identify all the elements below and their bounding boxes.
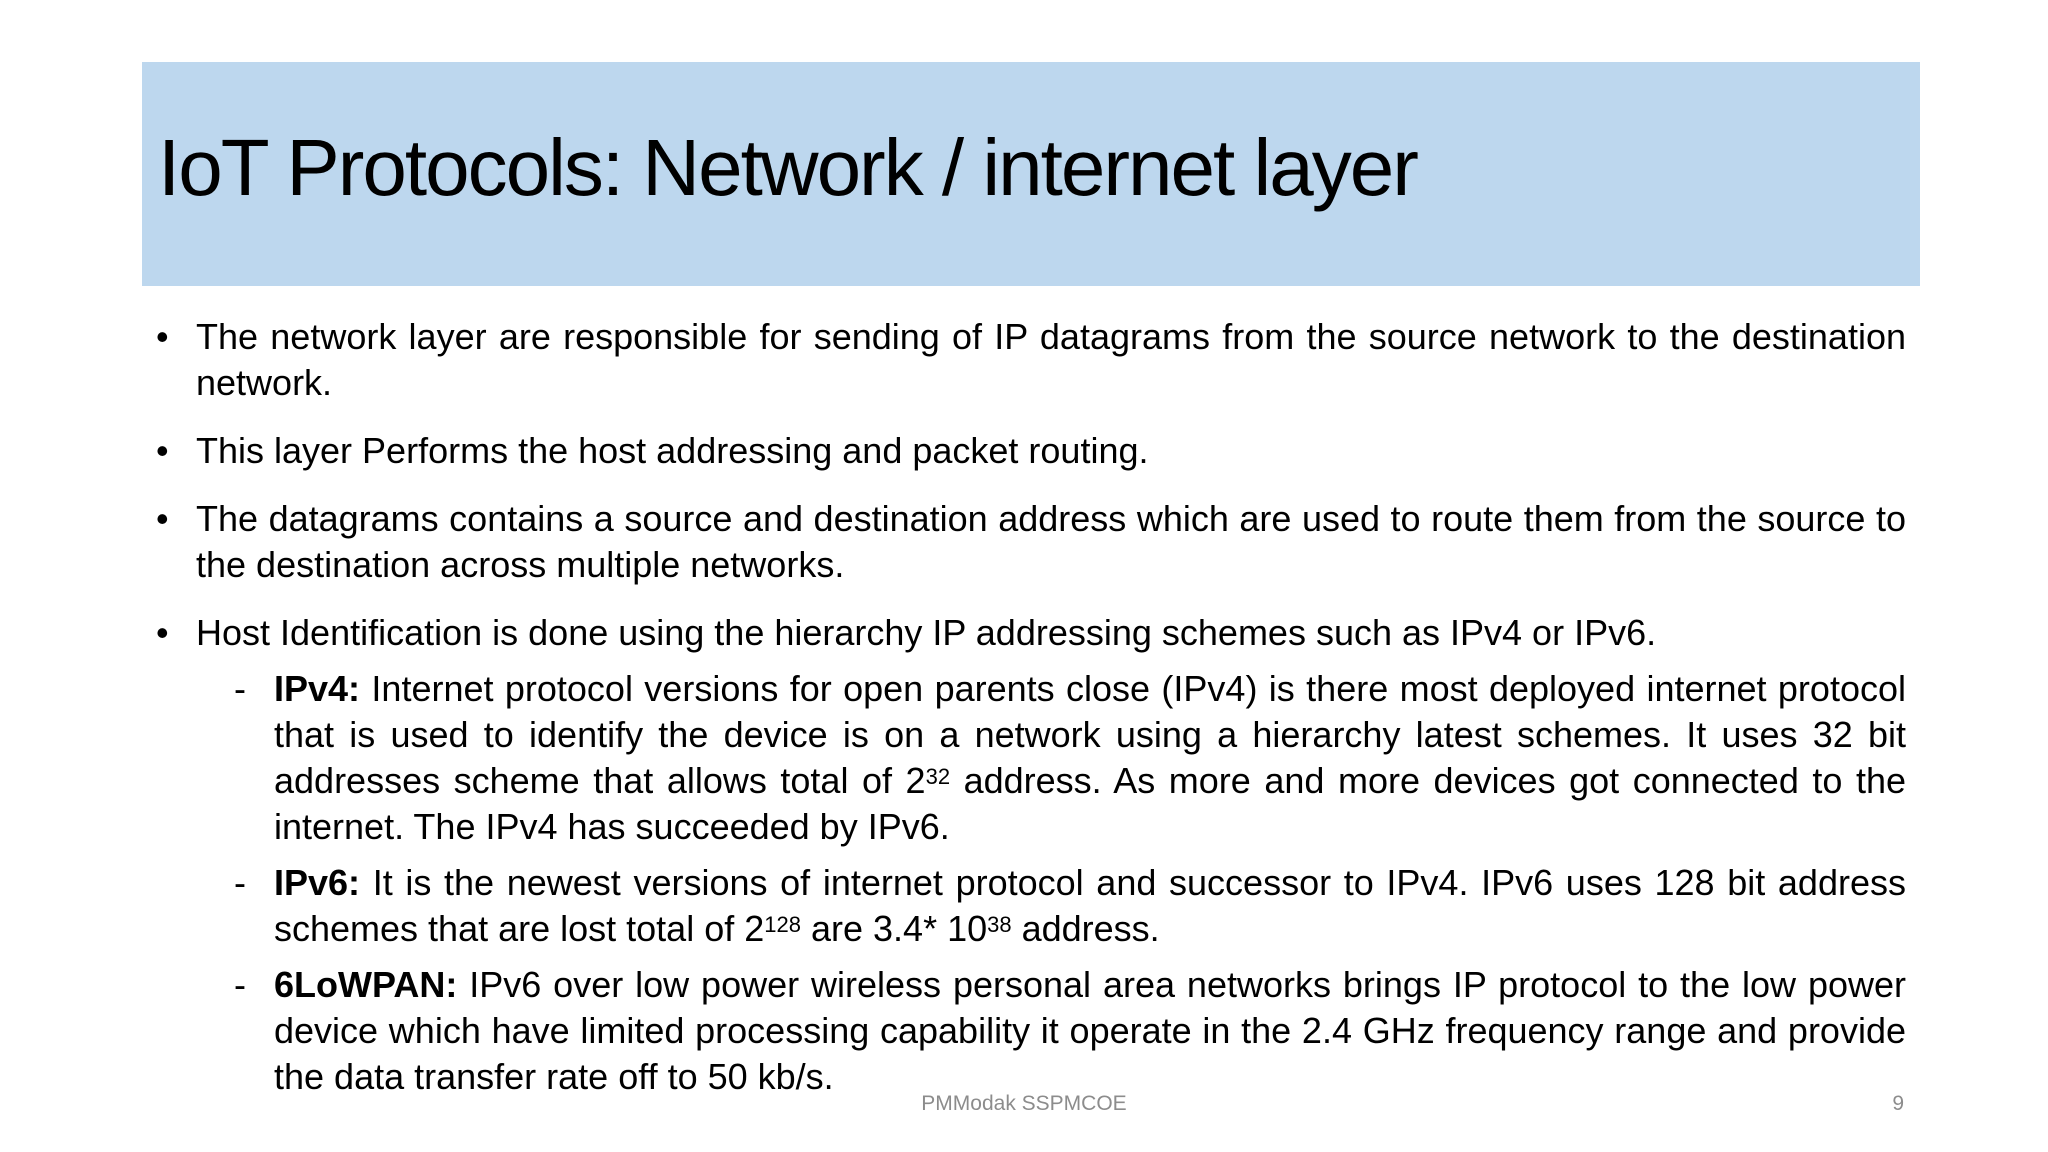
sub-list: [150, 666, 1906, 1100]
sub-item-text: It is the newest versions of internet protocol and successor to IPv4. IPv6 uses 128 bit address schemes that are lost total of 2: [274, 862, 1906, 949]
slide-content: [150, 314, 1906, 1110]
sub-item-text: IPv6 over low power wireless personal area networks brings IP protocol to the low power device which have limited processing capability it operate in the 2.4 GHz frequency range and provide the data transfer rate off to 50 kb/s.: [274, 964, 1906, 1097]
sub-item-ipv6: [150, 860, 1906, 952]
title-band: [142, 62, 1920, 286]
sub-item-term: IPv6:: [274, 862, 361, 903]
dash-icon: -: [234, 964, 246, 1005]
dash-icon: -: [234, 668, 246, 709]
slide-title: IoT Protocols: Network / internet layer: [158, 123, 1417, 212]
sub-item-text: Internet protocol versions for open parents close (IPv4) is there most deployed internet protocol that is used to identify the device is on a network using a hierarchy latest schemes. It uses 32 bit addresses scheme that allows total of 2: [274, 668, 1906, 801]
bullet-dot-icon: •: [156, 498, 169, 539]
exponent: 38: [987, 912, 1012, 937]
bullet-dot-icon: •: [156, 612, 169, 653]
bullet-dot-icon: •: [156, 430, 169, 471]
bullet-item: [150, 314, 1906, 406]
sub-item-6lowpan: [150, 962, 1906, 1100]
exponent: 128: [764, 912, 801, 937]
bullet-dot-icon: •: [156, 316, 169, 357]
dash-icon: -: [234, 862, 246, 903]
bullet-text: Host Identification is done using the hierarchy IP addressing schemes such as IPv4 or IPv6.: [196, 612, 1657, 653]
page-number: 9: [1892, 1092, 1904, 1115]
footer-text: PMModak SSPMCOE: [921, 1092, 1127, 1115]
sub-item-text: address. As more and more devices got connected to the internet. The IPv4 has succeeded by IPv6.: [274, 760, 1906, 847]
sub-item-text: address.: [1011, 908, 1160, 949]
sub-item-term: 6LoWPAN:: [274, 964, 458, 1005]
bullet-item: [150, 428, 1906, 474]
sub-item-text: are 3.4* 10: [800, 908, 988, 949]
sub-item-term: IPv4:: [274, 668, 361, 709]
exponent: 32: [925, 764, 951, 789]
sub-item-ipv4: [150, 666, 1906, 850]
bullet-text: The network layer are responsible for sending of IP datagrams from the source network to the destination network.: [196, 316, 1906, 403]
bullet-item: [150, 496, 1906, 588]
bullet-text: This layer Performs the host addressing and packet routing.: [196, 430, 1149, 471]
bullet-text: The datagrams contains a source and destination address which are used to route them from the source to the destination across multiple networks.: [196, 498, 1906, 585]
bullet-item: [150, 610, 1906, 656]
